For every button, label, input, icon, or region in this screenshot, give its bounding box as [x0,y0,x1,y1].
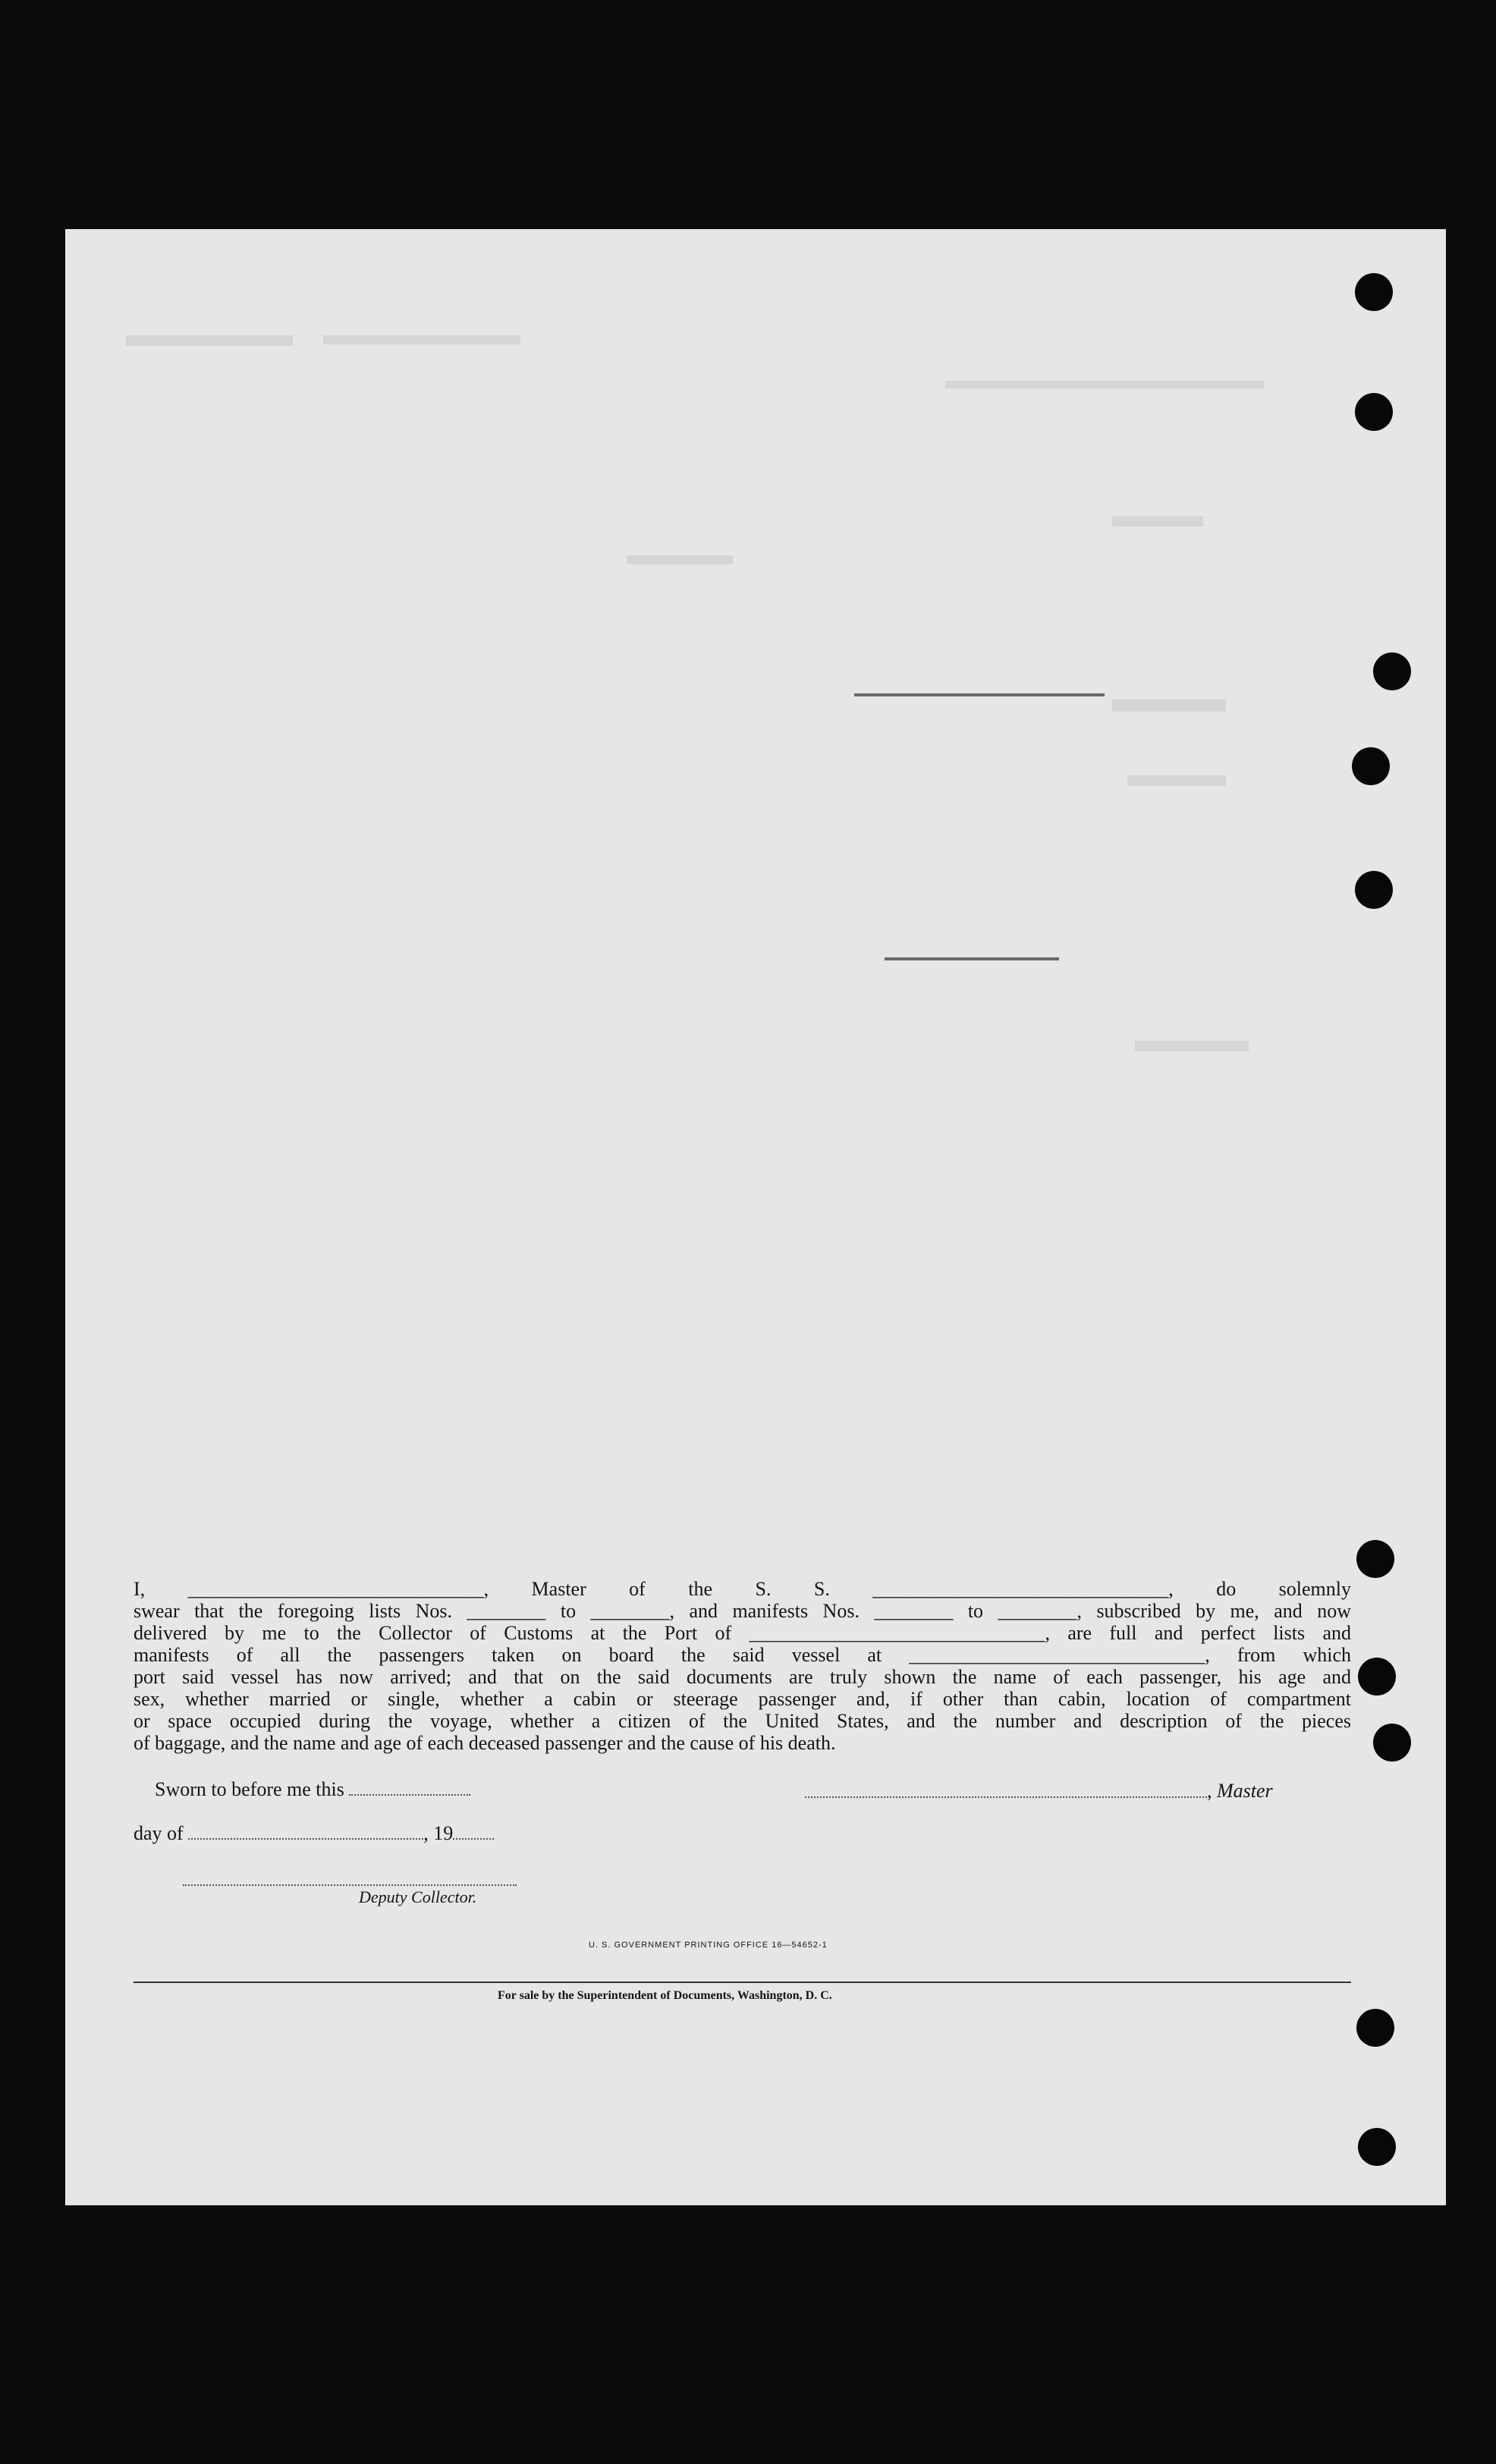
oath-line: manifests of all the passengers taken on board the said vessel at ______________________________, from which [134,1644,1351,1666]
footer-rule [134,1982,1351,1983]
sale-notice: For sale by the Superintendent of Documents, Washington, D. C. [498,1989,832,2002]
binder-hole [1373,652,1411,690]
year-blank[interactable] [453,1823,494,1840]
oath-line: I, ______________________________, Master of the S. S. ______________________________, do solemnly [134,1578,1351,1600]
binder-hole [1358,2128,1396,2166]
bleed-through-mark [1112,699,1226,712]
day-of-blank[interactable] [188,1823,423,1840]
master-label: , Master [1207,1780,1273,1802]
sworn-date-blank[interactable] [349,1779,470,1796]
sworn-label: Sworn to before me this [155,1778,344,1800]
oath-line: sex, whether married or single, whether a cabin or steerage passenger and, if other than cabin, location of compartment [134,1688,1351,1710]
binder-hole [1358,1658,1396,1696]
bleed-through-mark [885,957,1059,960]
binder-hole [1373,1724,1411,1762]
sworn-line [155,1778,470,1801]
oath-line: delivered by me to the Collector of Customs at the Port of ______________________________, are full and perfect lists and [134,1622,1351,1644]
oath-paragraph [134,1578,1351,1754]
day-of-label: day of [134,1822,184,1844]
deputy-signature-line[interactable] [183,1884,517,1886]
binder-hole [1355,393,1393,431]
oath-line: or space occupied during the voyage, whether a citizen of the United States, and the number and description of the pieces [134,1710,1351,1732]
binder-hole [1355,273,1393,311]
binder-hole [1355,871,1393,909]
deputy-collector-label: Deputy Collector. [359,1887,477,1906]
manifest-page [65,229,1446,2205]
bleed-through-mark [126,335,293,346]
bleed-through-mark [945,381,1264,388]
year-prefix: , 19 [423,1822,454,1844]
bleed-through-mark [627,555,733,564]
binder-hole [1356,2009,1394,2047]
day-of-line [134,1822,494,1845]
master-signature-line[interactable] [805,1796,1207,1798]
bleed-through-mark [1135,1041,1249,1051]
oath-line: swear that the foregoing lists Nos. ________ to ________, and manifests Nos. ________ to ________, subscribed by me, and now [134,1600,1351,1622]
bleed-through-mark [1127,775,1226,786]
bleed-through-mark [323,335,520,344]
binder-hole [1352,747,1390,785]
binder-hole [1356,1540,1394,1578]
bleed-through-mark [854,693,1105,696]
printing-office-line: U. S. GOVERNMENT PRINTING OFFICE 16—54652-1 [589,1941,828,1950]
bleed-through-mark [1112,516,1203,526]
oath-line: port said vessel has now arrived; and that on the said documents are truly shown the name of each passenger, his age and [134,1666,1351,1688]
oath-line: of baggage, and the name and age of each deceased passenger and the cause of his death. [134,1732,836,1754]
